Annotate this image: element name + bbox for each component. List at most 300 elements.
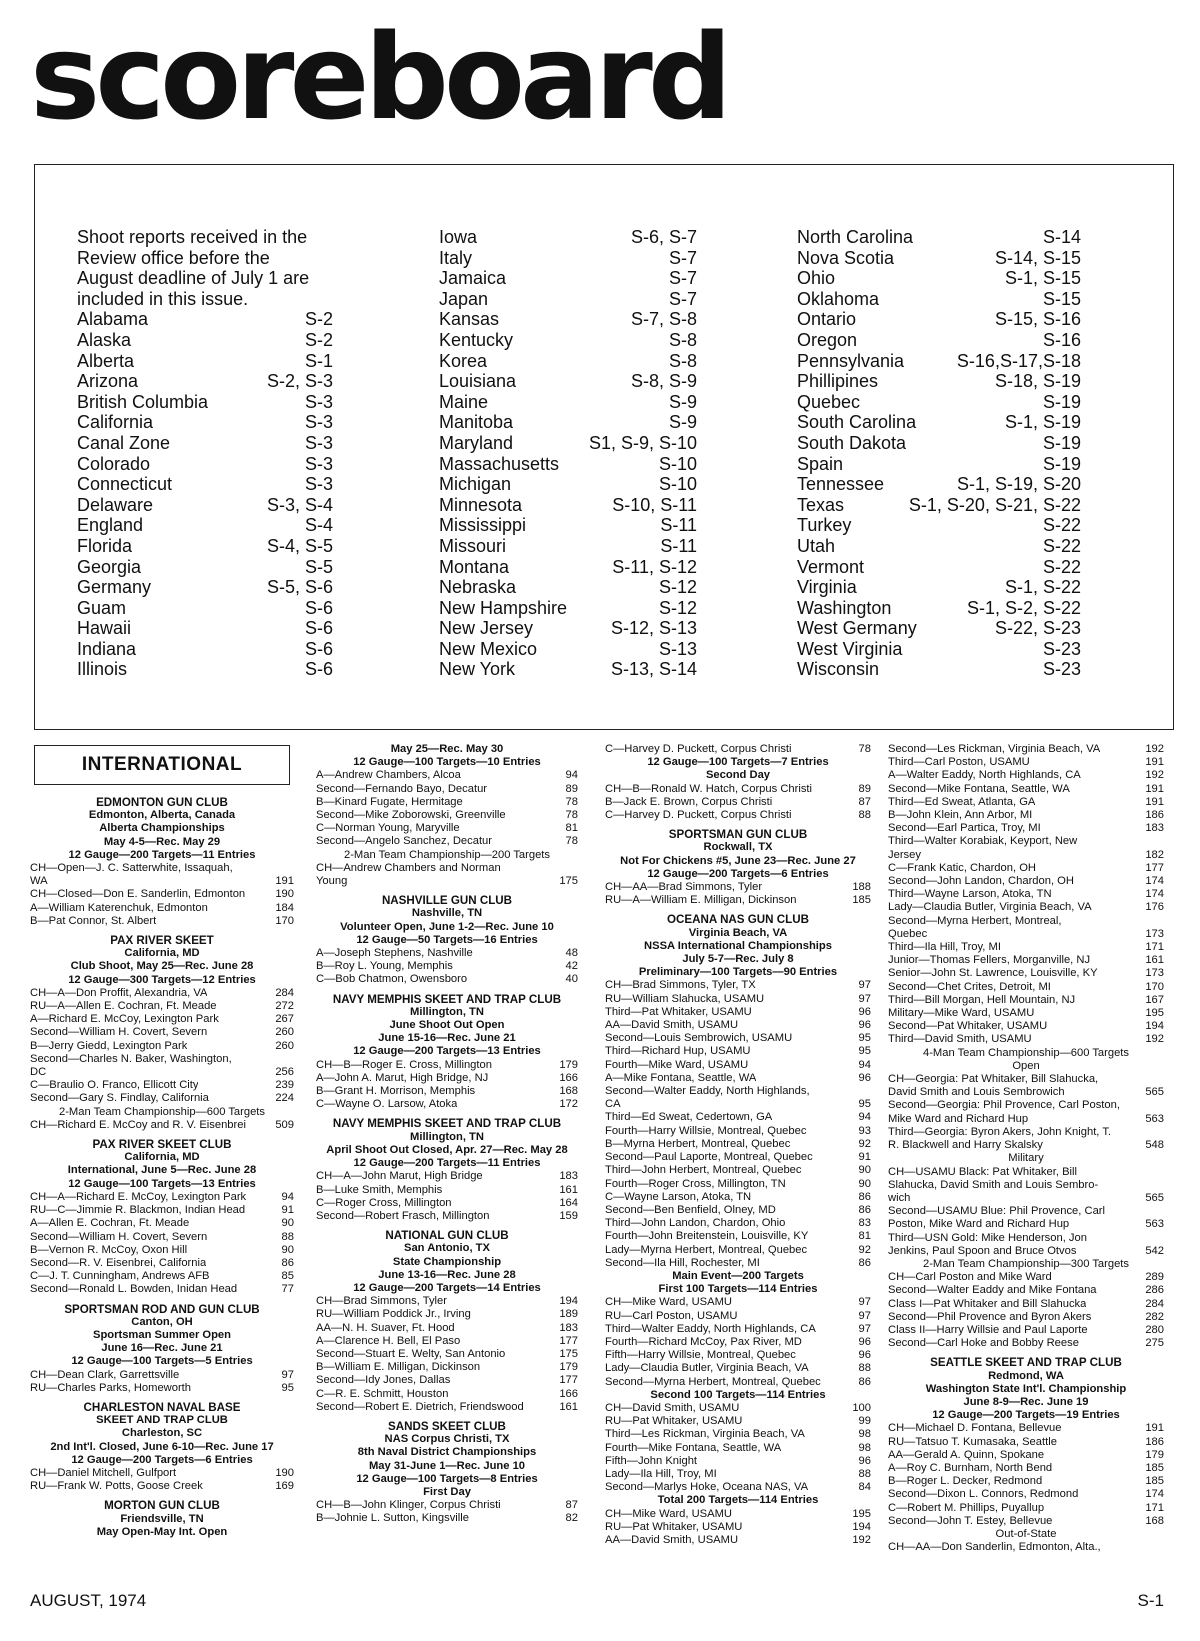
result-name: Third—John Landon, Chardon, Ohio	[605, 1217, 786, 1230]
result-name: C—Robert M. Phillips, Puyallup	[888, 1501, 1045, 1514]
index-entry	[439, 392, 697, 413]
result-score: 192	[1145, 769, 1164, 782]
result-entry	[316, 1197, 578, 1210]
result-name: Third—Walter Eaddy, North Highlands, CA	[605, 1322, 816, 1335]
result-score: 94	[858, 1058, 871, 1071]
index-entry	[797, 268, 1081, 289]
index-pages: S-5, S-6	[266, 577, 333, 598]
club-name: SPORTSMAN GUN CLUB	[668, 828, 808, 842]
index-pages: S-16,S-17,S-18	[956, 350, 1081, 371]
result-name: CH—Daniel Mitchell, Gulfport	[30, 1466, 177, 1479]
index-pages: S-6	[304, 618, 333, 639]
result-score: 86	[858, 1190, 871, 1203]
event-heading: 12 Gauge—200 Targets—13 Entries	[353, 1045, 541, 1058]
result-score: 90	[858, 1164, 871, 1177]
event-heading: Second Day	[705, 769, 771, 782]
index-pages: S-8	[668, 329, 697, 350]
result-score: 185	[1145, 1461, 1164, 1474]
result-score: 92	[858, 1243, 871, 1256]
result-entry	[888, 756, 1164, 769]
result-score: 166	[559, 1387, 578, 1400]
event-heading: International, June 5—Rec. June 28	[67, 1164, 257, 1177]
result-name: Third—Ed Sweat, Atlanta, GA	[888, 795, 1036, 808]
result-entry	[888, 994, 1164, 1007]
index-entry	[797, 248, 1081, 269]
result-score: 542	[1145, 1244, 1164, 1257]
index-state: Pennsylvania	[797, 350, 905, 371]
result-score: 87	[565, 1499, 578, 1512]
result-entry	[888, 1033, 1164, 1046]
result-score: 177	[1145, 861, 1164, 874]
index-pages: S-11	[660, 515, 697, 536]
index-state: Alaska	[77, 329, 132, 350]
result-name: CH—AA—Brad Simmons, Tyler	[605, 881, 763, 894]
result-score: 174	[1145, 875, 1164, 888]
result-entry	[605, 1376, 871, 1389]
result-name: Third—Wayne Larson, Atoka, TN	[888, 888, 1052, 901]
result-name: Second—Ila Hill, Rochester, MI	[605, 1256, 760, 1269]
club-name: CHARLESTON NAVAL BASE	[83, 1400, 241, 1414]
result-name: B—Luke Smith, Memphis	[316, 1183, 443, 1196]
result-name: RU—Frank W. Potts, Goose Creek	[30, 1480, 203, 1493]
index-entry	[439, 289, 697, 310]
result-name: WA	[30, 875, 48, 888]
result-score: 170	[1145, 980, 1164, 993]
result-name: A—Clarence H. Bell, El Paso	[316, 1334, 461, 1347]
event-heading: June 13-16—Rec. June 28	[378, 1268, 516, 1281]
index-state: Kentucky	[439, 329, 514, 350]
result-name: CH—A—Richard E. McCoy, Lexington Park	[30, 1190, 247, 1203]
index-state: Canal Zone	[77, 432, 171, 453]
index-entry	[439, 248, 697, 269]
result-entry	[605, 1098, 871, 1111]
result-score: 98	[858, 1441, 871, 1454]
result-entry	[30, 915, 294, 928]
result-score: 275	[1145, 1337, 1164, 1350]
result-entry	[605, 1019, 871, 1032]
event-heading: 12 Gauge—200 Targets—6 Entries	[647, 867, 829, 880]
index-state: Vermont	[797, 556, 865, 577]
result-score: 195	[1145, 1007, 1164, 1020]
result-name: Lady—Myrna Herbert, Montreal, Quebec	[605, 1243, 808, 1256]
result-score: 90	[858, 1177, 871, 1190]
index-state: Manitoba	[439, 412, 514, 433]
event-subheading: 2-Man Team Championship—600 Targets	[58, 1105, 266, 1118]
result-entry	[888, 1113, 1164, 1126]
index-pages: S-1, S-2, S-22	[966, 597, 1081, 618]
index-pages: S1, S-9, S-10	[588, 432, 697, 453]
result-entry	[605, 894, 871, 907]
result-entry	[888, 1020, 1164, 1033]
result-score: 97	[858, 1309, 871, 1322]
index-entry	[77, 454, 333, 475]
index-state: Colorado	[77, 453, 151, 474]
result-name: RU—A—Allen E. Cochran, Ft. Meade	[30, 1000, 217, 1013]
result-entry	[888, 1502, 1164, 1515]
index-entry	[797, 309, 1081, 330]
result-entry	[316, 835, 578, 848]
result-name: Second—Walter Eaddy and Mike Fontana	[888, 1284, 1097, 1297]
result-name: RU—Charles Parks, Homeworth	[30, 1381, 192, 1394]
result-score: 87	[858, 795, 871, 808]
index-entry	[77, 412, 333, 433]
result-name: C—J. T. Cunningham, Andrews AFB	[30, 1270, 210, 1283]
result-line: CH—Georgia: Pat Whitaker, Bill Slahucka,	[888, 1073, 1099, 1086]
result-name: Second—Chet Crites, Detroit, MI	[888, 980, 1051, 993]
result-entry	[30, 1217, 294, 1230]
index-entry	[439, 454, 697, 475]
result-entry	[30, 987, 294, 1000]
result-score: 192	[852, 1533, 871, 1546]
index-pages: S-22	[1042, 515, 1081, 536]
result-score: 164	[559, 1196, 578, 1209]
index-state: Michigan	[439, 474, 512, 495]
result-name: C—Roger Cross, Millington	[316, 1196, 452, 1209]
result-score: 88	[858, 1467, 871, 1480]
index-pages: S-3	[304, 432, 333, 453]
index-pages: S-3	[304, 453, 333, 474]
result-score: 190	[275, 888, 294, 901]
result-name: B—Pat Connor, St. Albert	[30, 914, 157, 927]
index-pages: S-13, S-14	[610, 659, 697, 680]
result-score: 272	[275, 1000, 294, 1013]
result-score: 94	[281, 1190, 294, 1203]
result-entry	[888, 1245, 1164, 1258]
result-name: Second—Pat Whitaker, USAMU	[888, 1020, 1048, 1033]
result-score: 97	[858, 1296, 871, 1309]
index-pages: S-14, S-15	[994, 247, 1081, 268]
index-entry	[797, 330, 1081, 351]
result-entry	[605, 1428, 871, 1441]
result-line: Third—Walter Korabiak, Keyport, New	[888, 835, 1078, 848]
result-entry	[316, 1322, 578, 1335]
index-entry	[77, 309, 333, 330]
result-name: Second—Paul Laporte, Montreal, Quebec	[605, 1151, 813, 1164]
index-pages: S-18, S-19	[994, 371, 1081, 392]
result-score: 192	[1145, 743, 1164, 755]
index-state: Germany	[77, 577, 152, 598]
result-entry	[605, 1138, 871, 1151]
index-pages: S-11	[660, 535, 697, 556]
index-state: Missouri	[439, 535, 507, 556]
index-entry	[439, 268, 697, 289]
result-score: 179	[559, 1058, 578, 1071]
result-entry	[888, 769, 1164, 782]
event-heading: Millington, TN	[410, 1130, 484, 1143]
result-name: B—Jerry Giedd, Lexington Park	[30, 1039, 188, 1052]
event-subheading: Out-of-State	[995, 1527, 1057, 1540]
index-pages: S-6	[304, 597, 333, 618]
result-name: CH—Michael D. Fontana, Bellevue	[888, 1422, 1062, 1435]
index-entry	[439, 577, 697, 598]
result-entry	[888, 981, 1164, 994]
index-state: Utah	[797, 535, 836, 556]
index-pages: S-13	[658, 638, 697, 659]
result-name: CH—Brad Simmons, Tyler	[316, 1295, 447, 1308]
result-name: B—Johnie L. Sutton, Kingsville	[316, 1512, 469, 1525]
result-score: 88	[858, 1362, 871, 1375]
result-score: 289	[1145, 1271, 1164, 1284]
result-score: 95	[281, 1381, 294, 1394]
result-entry	[605, 1323, 871, 1336]
result-entry	[888, 928, 1164, 941]
index-column-1	[77, 227, 333, 680]
result-score: 172	[559, 1098, 578, 1111]
results-column-2	[316, 743, 578, 1526]
index-entry	[439, 330, 697, 351]
result-line: Second—USAMU Blue: Phil Provence, Carl	[888, 1205, 1106, 1218]
club-name: EDMONTON GUN CLUB	[96, 796, 228, 809]
index-entry	[797, 433, 1081, 454]
result-entry	[888, 1324, 1164, 1337]
index-state: New York	[439, 659, 516, 680]
index-column-3	[797, 227, 1081, 680]
index-pages: S-12, S-13	[610, 618, 697, 639]
index-pages: S-12	[658, 597, 697, 618]
index-state: Ontario	[797, 309, 857, 330]
index-entry	[439, 412, 697, 433]
result-name: R. Blackwell and Harry Skalsky	[888, 1139, 1043, 1152]
index-pages: S-7	[668, 268, 697, 289]
result-entry	[888, 1218, 1164, 1231]
index-entry	[797, 618, 1081, 639]
result-entry	[605, 796, 871, 809]
result-name: CH—A—Don Proffit, Alexandria, VA	[30, 986, 208, 999]
result-score: 86	[858, 1203, 871, 1216]
event-heading: June 15-16—Rec. June 21	[378, 1032, 516, 1045]
event-heading: Not For Chickens #5, June 23—Rec. June 27	[620, 854, 856, 867]
index-pages: S-3, S-4	[266, 494, 333, 515]
result-entry	[30, 1000, 294, 1013]
index-state: Oregon	[797, 329, 858, 350]
result-name: Junior—Thomas Fellers, Morganville, NJ	[888, 954, 1091, 967]
result-entry	[888, 1298, 1164, 1311]
result-name: C—R. E. Schmitt, Houston	[316, 1387, 449, 1400]
result-entry	[605, 1125, 871, 1138]
index-pages: S-5	[304, 556, 333, 577]
result-score: 78	[565, 835, 578, 848]
result-score: 183	[1145, 822, 1164, 835]
result-score: 94	[858, 1111, 871, 1124]
result-entry	[888, 1007, 1164, 1020]
result-entry	[605, 1059, 871, 1072]
result-score: 161	[559, 1183, 578, 1196]
index-entry	[439, 639, 697, 660]
result-score: 89	[858, 782, 871, 795]
result-name: Jersey	[888, 848, 921, 861]
index-state: Korea	[439, 350, 488, 371]
index-state: Turkey	[797, 515, 852, 536]
index-state: California	[77, 412, 154, 433]
index-entry	[77, 577, 333, 598]
index-state: Wisconsin	[797, 659, 880, 680]
result-entry	[30, 1040, 294, 1053]
result-entry	[316, 947, 578, 960]
club-name: PAX RIVER SKEET	[110, 934, 214, 948]
result-name: Fourth—John Breitenstein, Louisville, KY	[605, 1230, 809, 1243]
event-heading: June 8-9—Rec. June 19	[963, 1395, 1089, 1408]
result-name: Young	[316, 875, 348, 888]
result-entry	[30, 1191, 294, 1204]
result-name: Second—Myrna Herbert, Montreal, Quebec	[605, 1375, 821, 1388]
index-state: Alberta	[77, 350, 135, 371]
result-name: Second—Robert E. Dietrich, Friendswood	[316, 1400, 524, 1413]
result-name: Class I—Pat Whitaker and Bill Slahucka	[888, 1297, 1087, 1310]
result-name: CH—David Smith, USAMU	[605, 1401, 740, 1414]
result-score: 284	[1145, 1297, 1164, 1310]
result-name: B—Vernon R. McCoy, Oxon Hill	[30, 1243, 188, 1256]
result-score: 96	[858, 1071, 871, 1084]
index-pages: S-1, S-19, S-20	[956, 474, 1081, 495]
result-score: 191	[275, 875, 294, 888]
event-heading: Rockwall, TX	[703, 841, 773, 854]
result-entry	[888, 1337, 1164, 1350]
result-score: 96	[858, 1335, 871, 1348]
index-pages: S-10	[658, 474, 697, 495]
result-score: 186	[1145, 1435, 1164, 1448]
result-name: B—William E. Milligan, Dickinson	[316, 1361, 481, 1374]
result-name: Lady—Ila Hill, Troy, MI	[605, 1467, 717, 1480]
result-name: B—Myrna Herbert, Montreal, Quebec	[605, 1137, 791, 1150]
index-entry	[797, 412, 1081, 433]
result-name: CH—A—John Marut, High Bridge	[316, 1170, 483, 1183]
result-name: Second—R. V. Eisenbrei, California	[30, 1256, 207, 1269]
result-score: 94	[565, 769, 578, 782]
result-score: 97	[858, 979, 871, 992]
event-heading: June 16—Rec. June 21	[101, 1342, 223, 1355]
event-heading: 12 Gauge—100 Targets—13 Entries	[68, 1177, 256, 1190]
result-score: 91	[858, 1151, 871, 1164]
result-score: 96	[858, 1454, 871, 1467]
event-heading: First 100 Targets—114 Entries	[658, 1283, 818, 1296]
result-score: 48	[565, 947, 578, 960]
result-score: 167	[1145, 993, 1164, 1006]
index-entry	[439, 557, 697, 578]
result-score: 175	[559, 875, 578, 888]
result-name: Fifth—John Knight	[605, 1454, 698, 1467]
result-score: 168	[1145, 1514, 1164, 1527]
index-state: New Jersey	[439, 618, 534, 639]
result-entry	[30, 1013, 294, 1026]
result-name: Fourth—Roger Cross, Millington, TN	[605, 1177, 786, 1190]
result-entry	[888, 1271, 1164, 1284]
result-entry	[605, 1072, 871, 1085]
result-line: Slahucka, David Smith and Louis Sembro-	[888, 1178, 1099, 1191]
result-entry	[605, 1257, 871, 1270]
result-score: 171	[1145, 1501, 1164, 1514]
result-entry	[605, 1455, 871, 1468]
result-score: 190	[275, 1466, 294, 1479]
result-score: 280	[1145, 1323, 1164, 1336]
result-entry	[30, 1369, 294, 1382]
event-heading: Preliminary—100 Targets—90 Entries	[638, 966, 838, 979]
result-name: B—Grant H. Morrison, Memphis	[316, 1085, 476, 1098]
result-name: CH—B—Roger E. Cross, Millington	[316, 1058, 492, 1071]
result-entry	[605, 1508, 871, 1521]
result-entry	[605, 1151, 871, 1164]
result-entry	[605, 1191, 871, 1204]
result-score: 224	[275, 1092, 294, 1105]
results-column-1	[30, 790, 294, 1539]
result-line: CH—Open—J. C. Satterwhite, Issaquah,	[30, 862, 233, 875]
index-pages: S-19	[1042, 391, 1081, 412]
club-name: SANDS SKEET CLUB	[388, 1419, 506, 1433]
result-name: C—Wayne Larson, Atoka, TN	[605, 1190, 752, 1203]
result-name: Third—Pat Whitaker, USAMU	[605, 1005, 752, 1018]
result-entry	[605, 1111, 871, 1124]
event-heading: SKEET AND TRAP CLUB	[96, 1414, 228, 1427]
result-score: 95	[858, 1045, 871, 1058]
result-score: 78	[565, 809, 578, 822]
index-state: West Virginia	[797, 638, 903, 659]
result-line: Second—Myrna Herbert, Montreal,	[888, 914, 1062, 927]
result-name: Fourth—Harry Willsie, Montreal, Quebec	[605, 1124, 807, 1137]
result-entry	[316, 1512, 578, 1525]
result-score: 96	[858, 1349, 871, 1362]
index-state: Ohio	[797, 268, 836, 289]
index-entry	[797, 598, 1081, 619]
index-pages: S-2	[304, 309, 333, 330]
result-score: 171	[1145, 941, 1164, 954]
index-state: Nebraska	[439, 577, 517, 598]
result-entry	[316, 1335, 578, 1348]
index-entry	[439, 433, 697, 454]
index-pages: S-8, S-9	[630, 371, 697, 392]
result-score: 99	[858, 1415, 871, 1428]
event-heading: 12 Gauge—50 Targets—16 Entries	[356, 933, 538, 946]
result-score: 239	[275, 1079, 294, 1092]
index-state: Illinois	[77, 659, 128, 680]
event-heading: First Day	[423, 1485, 471, 1498]
result-name: C—Frank Katic, Chardon, OH	[888, 861, 1036, 874]
index-pages: S-22	[1042, 535, 1081, 556]
index-pages: S-11, S-12	[612, 556, 697, 577]
result-score: 174	[1145, 1488, 1164, 1501]
result-score: 256	[275, 1066, 294, 1079]
result-entry	[605, 1164, 871, 1177]
result-name: Third—Ed Sweat, Cedertown, GA	[605, 1111, 773, 1124]
index-entry	[77, 330, 333, 351]
result-score: 168	[559, 1085, 578, 1098]
index-entry	[797, 577, 1081, 598]
result-score: 509	[275, 1118, 294, 1131]
result-name: Poston, Mike Ward and Richard Hup	[888, 1218, 1070, 1231]
result-entry	[888, 1515, 1164, 1528]
index-pages: S-2, S-3	[266, 371, 333, 392]
result-entry	[888, 1436, 1164, 1449]
index-pages: S-10, S-11	[612, 494, 697, 515]
index-entry	[439, 515, 697, 536]
event-heading: 8th Naval District Championships	[357, 1446, 537, 1459]
index-entry	[439, 659, 697, 680]
result-name: RU—Carl Poston, USAMU	[605, 1309, 738, 1322]
result-score: 185	[852, 894, 871, 907]
event-heading: 12 Gauge—200 Targets—19 Entries	[932, 1409, 1120, 1422]
result-name: C—Norman Young, Maryville	[316, 822, 460, 835]
result-entry	[30, 1467, 294, 1480]
result-entry	[316, 1184, 578, 1197]
result-entry	[605, 809, 871, 822]
index-entry	[77, 433, 333, 454]
index-entry	[797, 515, 1081, 536]
result-entry	[605, 1481, 871, 1494]
result-name: Second—Mike Zoborowski, Greenville	[316, 809, 506, 822]
result-name: A—Allen E. Cochran, Ft. Meade	[30, 1217, 190, 1230]
result-score: 565	[1145, 1086, 1164, 1099]
result-score: 194	[559, 1295, 578, 1308]
index-pages: S-1, S-22	[1004, 577, 1081, 598]
result-entry	[30, 902, 294, 915]
